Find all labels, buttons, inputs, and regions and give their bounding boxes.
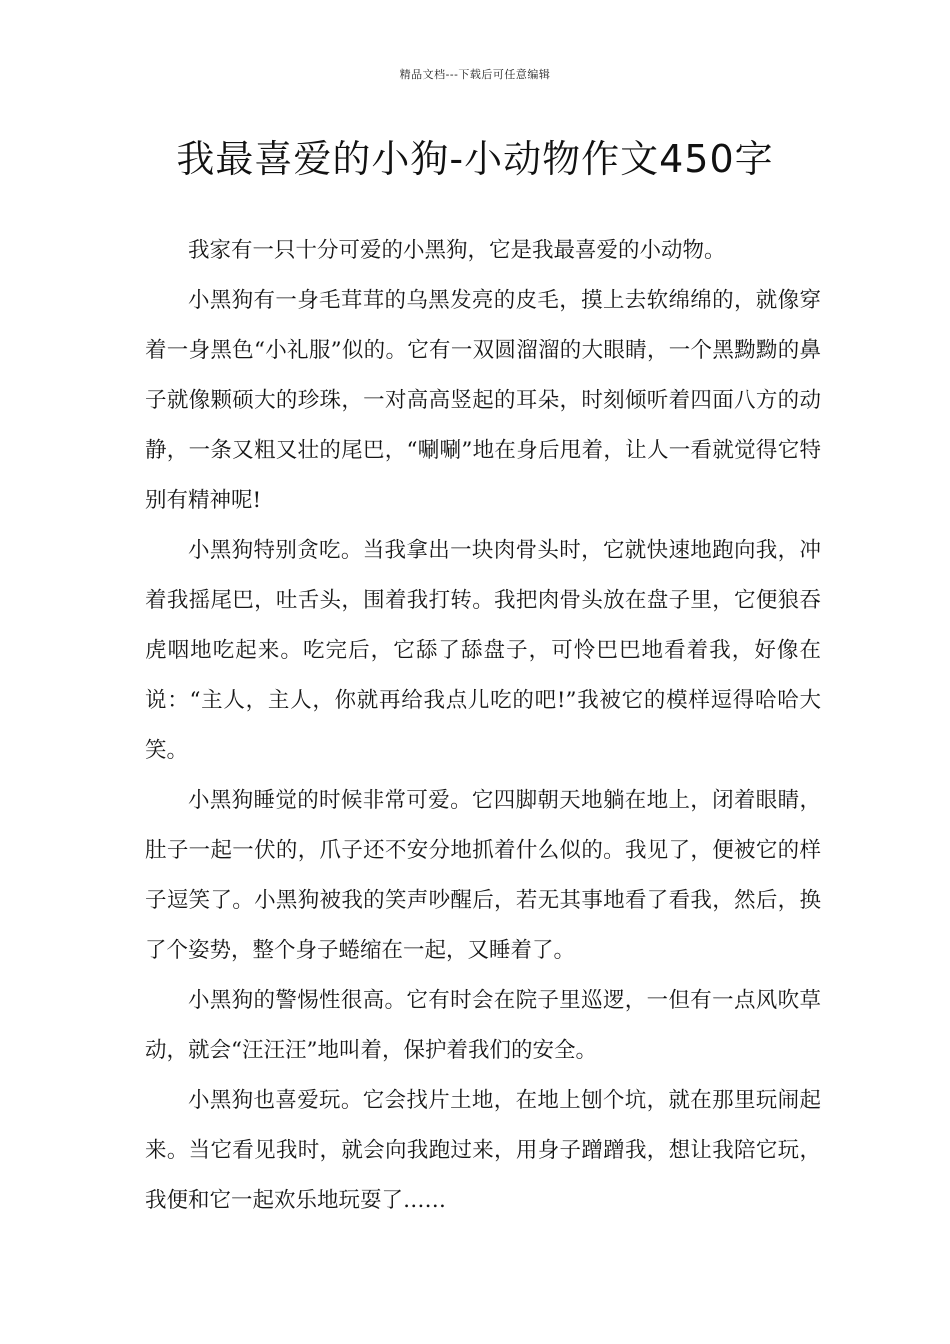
essay-title: 我最喜爱的小狗-小动物作文450字 — [176, 137, 774, 181]
paragraph-1: 我家有一只十分可爱的小黑狗，它是我最喜爱的小动物。 — [188, 238, 726, 263]
paragraph-3: 小黑狗特别贪吃。当我拿出一块肉骨头时，它就快速地跑向我，冲着我摇尾巴，吐舌头，围着我打转。我把肉骨头放在盘子里，它便狼吞虎咽地吃起来。吃完后，它舔了舔盘子，可怜巴巴地看着我，好像在说：“主人，主人，你就再给我点儿吃的吧!”我被它的模样逗得哈哈大笑。 — [145, 538, 821, 763]
paragraph-2: 小黑狗有一身毛茸茸的乌黑发亮的皮毛，摸上去软绵绵的，就像穿着一身黑色“小礼服”似的。它有一双圆溜溜的大眼睛，一个黑黝黝的鼻子就像颗硕大的珍珠，一对高高竖起的耳朵，时刻倾听着四面八方的动静，一条又粗又壮的尾巴，“唰唰”地在身后甩着，让人一看就觉得它特别有精神呢! — [145, 288, 821, 513]
header-note: 精品文档---下载后可任意编辑 — [399, 68, 551, 81]
paragraph-5: 小黑狗的警惕性很高。它有时会在院子里巡逻，一但有一点风吹草动，就会“汪汪汪”地叫着，保护着我们的安全。 — [145, 988, 821, 1063]
paragraph-4: 小黑狗睡觉的时候非常可爱。它四脚朝天地躺在地上，闭着眼睛，肚子一起一伏的，爪子还不安分地抓着什么似的。我见了，便被它的样子逗笑了。小黑狗被我的笑声吵醒后，若无其事地看了看我，然后，换了个姿势，整个身子蜷缩在一起，又睡着了。 — [145, 788, 821, 963]
essay-body — [145, 226, 821, 1226]
paragraph-6: 小黑狗也喜爱玩。它会找片土地，在地上刨个坑，就在那里玩闹起来。当它看见我时，就会向我跑过来，用身子蹭蹭我，想让我陪它玩，我便和它一起欢乐地玩耍了…… — [145, 1088, 821, 1213]
